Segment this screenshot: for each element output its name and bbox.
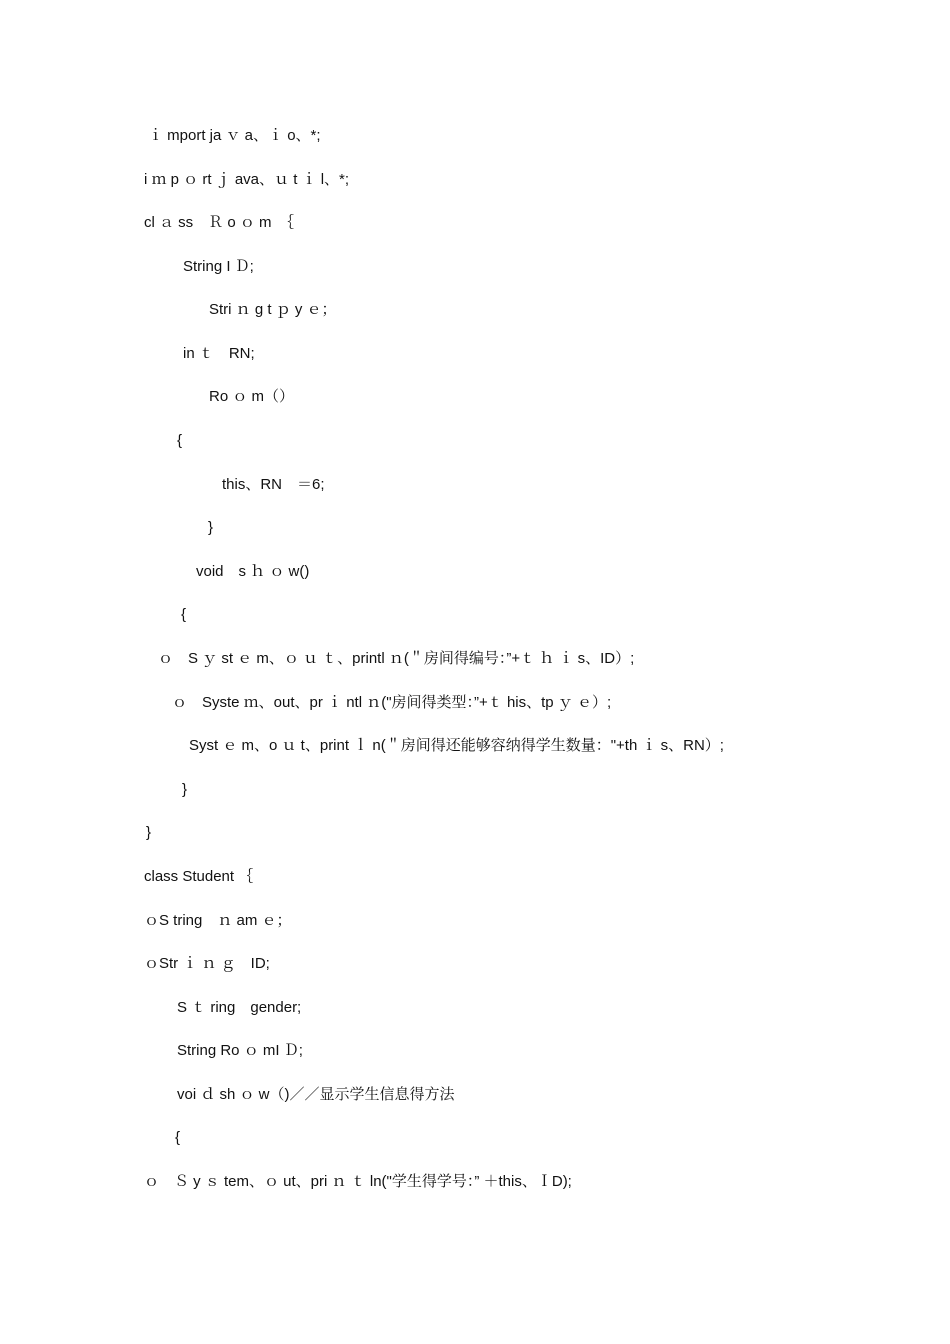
code-line-1: ｉ mport ja ｖ a、ｉ o、*;	[148, 127, 321, 144]
code-line-4: String I Ｄ;	[183, 258, 254, 275]
code-line-3: cl ａ ss Ｒ o ｏ m ｛	[144, 214, 295, 231]
code-line-20: ｏStr ｉ ｎ ｇ ID;	[144, 955, 270, 972]
code-line-19: ｏS tring ｎ am ｅ；	[144, 912, 292, 929]
code-line-18: class Student ｛	[144, 868, 254, 885]
code-line-10: }	[208, 519, 214, 536]
code-line-25: ｏ Ｓ y ｓ tem、ｏ ut、pri ｎ ｔ ln("学生得学号：” ＋this、ＩD);	[144, 1173, 572, 1190]
code-line-13: ｏ S ｙ st ｅ m、ｏ ｕ ｔ、printl ｎ(＂房间得编号：”+ｔ ｈ ｉ s、ID）;	[158, 650, 635, 667]
code-line-14: ｏ Syste ｍ、out、pr ｉ ntl ｎ("房间得类型：”+ｔ his、tp ｙ ｅ）;	[172, 694, 612, 711]
code-line-12: {	[181, 606, 187, 623]
code-line-6: in ｔ RN;	[183, 345, 255, 362]
code-line-24: {	[175, 1129, 181, 1146]
code-line-17: }	[146, 824, 152, 841]
code-line-22: String Ro ｏ mI Ｄ;	[177, 1042, 303, 1059]
code-line-15: Syst ｅ m、o ｕ t、print ｌ n(＂房间得还能够容纳得学生数量："+th ｉ s、RN）;	[189, 737, 724, 754]
code-line-11: void s ｈ ｏ w()	[196, 563, 310, 580]
code-line-9: this、RN ＝6;	[222, 476, 325, 493]
code-line-2: i ｍ p ｏ rt ｊ ava、ｕ t ｉ l、*;	[144, 171, 350, 188]
code-line-21: S ｔ ring gender;	[177, 999, 302, 1016]
code-line-16: }	[182, 781, 188, 798]
code-line-8: {	[177, 432, 183, 449]
code-line-23: voi ｄ sh ｏ w（)／／显示学生信息得方法	[177, 1086, 455, 1103]
code-line-5: Stri ｎ g t ｐ y ｅ；	[209, 301, 337, 318]
code-line-7: Ro ｏ m（）	[209, 388, 295, 405]
